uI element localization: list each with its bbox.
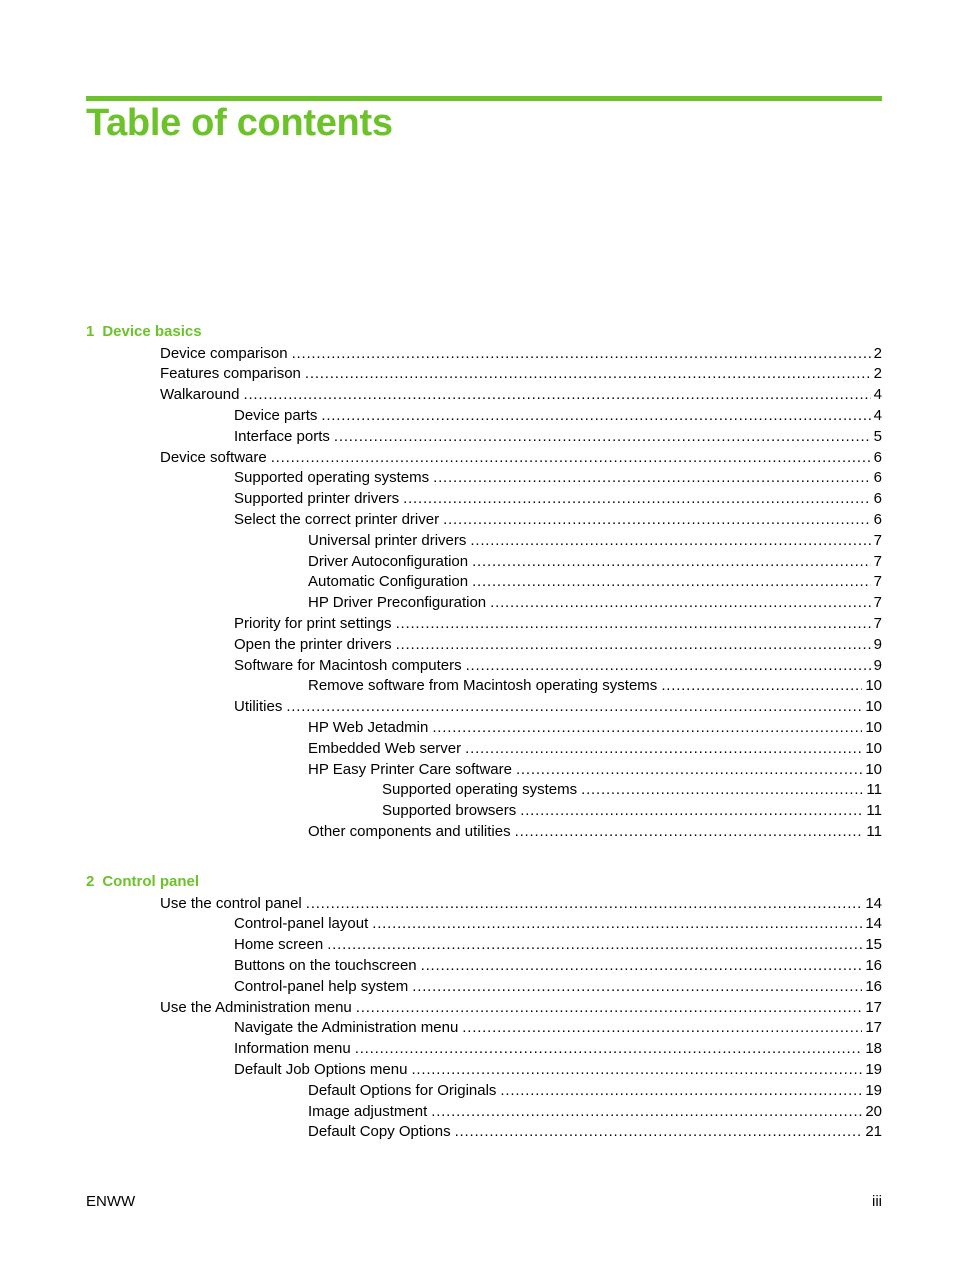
toc-entry-label: Other components and utilities xyxy=(308,822,511,840)
dot-leader xyxy=(271,448,871,468)
toc-entry-page: 10 xyxy=(865,760,882,778)
toc-entry-label: Utilities xyxy=(234,698,283,716)
dot-leader xyxy=(334,427,871,447)
page-title: Table of contents xyxy=(86,102,393,144)
toc-entry-label: Device software xyxy=(160,448,267,466)
toc-entry[interactable] xyxy=(234,510,882,530)
dot-leader xyxy=(431,1102,862,1122)
toc-entry[interactable] xyxy=(160,448,882,468)
toc-entry-label: Buttons on the touchscreen xyxy=(234,956,417,974)
dot-leader xyxy=(500,1081,862,1101)
toc-entry-label: Interface ports xyxy=(234,427,330,445)
footer-page-number: iii xyxy=(872,1193,882,1210)
toc-entry[interactable] xyxy=(234,697,882,717)
chapter-heading[interactable] xyxy=(86,323,202,340)
toc-entry-page: 6 xyxy=(873,448,882,466)
toc-entry-label: HP Web Jetadmin xyxy=(308,718,429,736)
toc-entry-page: 20 xyxy=(865,1102,882,1120)
toc-entry[interactable] xyxy=(308,1102,882,1122)
toc-entry-label: Device comparison xyxy=(160,344,288,362)
toc-entry-page: 16 xyxy=(865,956,882,974)
dot-leader xyxy=(305,364,871,384)
dot-leader xyxy=(411,1060,862,1080)
toc-entry-page: 6 xyxy=(873,469,882,487)
toc-entry-label: Supported operating systems xyxy=(382,781,578,799)
toc-entry-label: Navigate the Administration menu xyxy=(234,1019,459,1037)
toc-entry[interactable] xyxy=(160,998,882,1018)
toc-entry[interactable] xyxy=(160,344,882,364)
toc-entry[interactable] xyxy=(160,894,882,914)
toc-entry[interactable] xyxy=(234,956,882,976)
dot-leader xyxy=(520,801,863,821)
dot-leader xyxy=(421,956,863,976)
dot-leader xyxy=(327,935,862,955)
toc-entry-page: 10 xyxy=(865,677,882,695)
toc-entry-label: Remove software from Macintosh operating systems xyxy=(308,677,658,695)
toc-entry-label: HP Driver Preconfiguration xyxy=(308,594,487,612)
dot-leader xyxy=(516,760,862,780)
toc-entry-page: 7 xyxy=(873,531,882,549)
toc-entry-label: HP Easy Printer Care software xyxy=(308,760,512,778)
toc-entry[interactable] xyxy=(308,822,882,842)
toc-entry-page: 10 xyxy=(865,718,882,736)
toc-entry[interactable] xyxy=(308,718,882,738)
dot-leader xyxy=(470,531,870,551)
toc-entry[interactable] xyxy=(234,489,882,509)
toc-entry-label: Control-panel layout xyxy=(234,915,369,933)
chapter-heading[interactable] xyxy=(86,873,199,890)
toc-entry-label: Embedded Web server xyxy=(308,739,462,757)
dot-leader xyxy=(490,593,871,613)
toc-entry[interactable] xyxy=(234,914,882,934)
toc-entry-page: 6 xyxy=(873,490,882,508)
toc-entry-label: Image adjustment xyxy=(308,1102,428,1120)
toc-entry-label: Home screen xyxy=(234,936,324,954)
toc-entry-label: Control-panel help system xyxy=(234,977,409,995)
dot-leader xyxy=(465,739,862,759)
toc-entry[interactable] xyxy=(234,468,882,488)
toc-entry[interactable] xyxy=(160,385,882,405)
toc-entry[interactable] xyxy=(234,635,882,655)
chapter-title: Device basics xyxy=(102,323,202,340)
toc-entry-label: Driver Autoconfiguration xyxy=(308,552,469,570)
toc-entry-page: 9 xyxy=(873,656,882,674)
toc-entry[interactable] xyxy=(234,1039,882,1059)
toc-entry-page: 4 xyxy=(873,406,882,424)
footer-left: ENWW xyxy=(86,1193,136,1210)
toc-entry-page: 11 xyxy=(866,781,882,799)
toc-entry[interactable] xyxy=(308,1081,882,1101)
toc-entry-page: 15 xyxy=(865,936,882,954)
toc-entry[interactable] xyxy=(308,739,882,759)
toc-entry[interactable] xyxy=(234,1018,882,1038)
toc-entry-page: 17 xyxy=(865,998,882,1016)
toc-entry-page: 9 xyxy=(873,635,882,653)
toc-entry-label: Supported operating systems xyxy=(234,469,430,487)
toc-entry-label: Features comparison xyxy=(160,365,301,383)
toc-entry[interactable] xyxy=(234,1060,882,1080)
toc-entry-label: Automatic Configuration xyxy=(308,573,469,591)
dot-leader xyxy=(466,656,871,676)
dot-leader xyxy=(515,822,864,842)
toc-entry-label: Select the correct printer driver xyxy=(234,510,440,528)
toc-entry-page: 7 xyxy=(873,552,882,570)
dot-leader xyxy=(321,406,870,426)
toc-entry[interactable] xyxy=(234,614,882,634)
toc-entry[interactable] xyxy=(234,427,882,447)
toc-entry[interactable] xyxy=(234,935,882,955)
toc-entry-page: 21 xyxy=(865,1123,882,1141)
toc-entry-page: 10 xyxy=(865,698,882,716)
toc-entry[interactable] xyxy=(308,531,882,551)
toc-entry-label: Open the printer drivers xyxy=(234,635,392,653)
toc-entry-page: 11 xyxy=(866,822,882,840)
dot-leader xyxy=(292,344,871,364)
dot-leader xyxy=(432,718,862,738)
dot-leader xyxy=(462,1018,862,1038)
toc-entry-page: 19 xyxy=(865,1081,882,1099)
toc-entry-page: 16 xyxy=(865,977,882,995)
dot-leader xyxy=(472,552,871,572)
toc-entry-label: Use the Administration menu xyxy=(160,998,352,1016)
chapter-number: 1 xyxy=(86,323,95,340)
dot-leader xyxy=(356,998,863,1018)
toc-entry[interactable] xyxy=(234,977,882,997)
toc-entry-label: Walkaround xyxy=(160,386,240,404)
toc-entry-page: 7 xyxy=(873,614,882,632)
chapter-title: Control panel xyxy=(102,873,200,890)
toc-entry-label: Universal printer drivers xyxy=(308,531,467,549)
toc-entry-page: 7 xyxy=(873,594,882,612)
toc-entry[interactable] xyxy=(234,406,882,426)
dot-leader xyxy=(286,697,862,717)
toc-entry[interactable] xyxy=(234,656,882,676)
toc-entry-page: 7 xyxy=(873,573,882,591)
toc-entry-page: 4 xyxy=(873,386,882,404)
dot-leader xyxy=(396,635,871,655)
toc-entry-page: 11 xyxy=(866,802,882,820)
toc-entry-page: 5 xyxy=(873,427,882,445)
toc-entry[interactable] xyxy=(308,572,882,592)
toc-entry[interactable] xyxy=(308,593,882,613)
dot-leader xyxy=(472,572,871,592)
toc-entry-label: Default Options for Originals xyxy=(308,1081,497,1099)
dot-leader xyxy=(403,489,871,509)
toc-entry-page: 2 xyxy=(873,344,882,362)
chapter-number: 2 xyxy=(86,873,95,890)
toc-entry[interactable] xyxy=(160,364,882,384)
toc-entry-label: Default Copy Options xyxy=(308,1123,451,1141)
toc-entry-label: Software for Macintosh computers xyxy=(234,656,462,674)
dot-leader xyxy=(372,914,862,934)
toc-entry[interactable] xyxy=(308,676,882,696)
toc-entry-page: 17 xyxy=(865,1019,882,1037)
toc-entry[interactable] xyxy=(308,760,882,780)
title-rule xyxy=(86,96,882,101)
toc-entry[interactable] xyxy=(308,1122,882,1142)
dot-leader xyxy=(355,1039,863,1059)
dot-leader xyxy=(581,780,863,800)
toc-entry-page: 2 xyxy=(873,365,882,383)
toc-entry-label: Device parts xyxy=(234,406,318,424)
dot-leader xyxy=(412,977,862,997)
toc-entry-label: Default Job Options menu xyxy=(234,1060,408,1078)
dot-leader xyxy=(455,1122,863,1142)
toc-entry-page: 19 xyxy=(865,1060,882,1078)
toc-entry[interactable] xyxy=(308,552,882,572)
dot-leader xyxy=(306,894,863,914)
dot-leader xyxy=(443,510,871,530)
toc-entry-label: Supported browsers xyxy=(382,802,517,820)
dot-leader xyxy=(243,385,870,405)
toc-entry-page: 10 xyxy=(865,739,882,757)
toc-entry-page: 14 xyxy=(865,894,882,912)
toc-entry-page: 14 xyxy=(865,915,882,933)
toc-entry-label: Supported printer drivers xyxy=(234,490,400,508)
toc-entry[interactable] xyxy=(382,801,882,821)
toc-entry-page: 18 xyxy=(865,1040,882,1058)
toc-entry[interactable] xyxy=(382,780,882,800)
toc-entry-label: Information menu xyxy=(234,1040,351,1058)
toc-entry-page: 6 xyxy=(873,510,882,528)
toc-entry-label: Use the control panel xyxy=(160,894,302,912)
dot-leader xyxy=(661,676,862,696)
dot-leader xyxy=(433,468,871,488)
dot-leader xyxy=(396,614,871,634)
toc-entry-label: Priority for print settings xyxy=(234,614,392,632)
